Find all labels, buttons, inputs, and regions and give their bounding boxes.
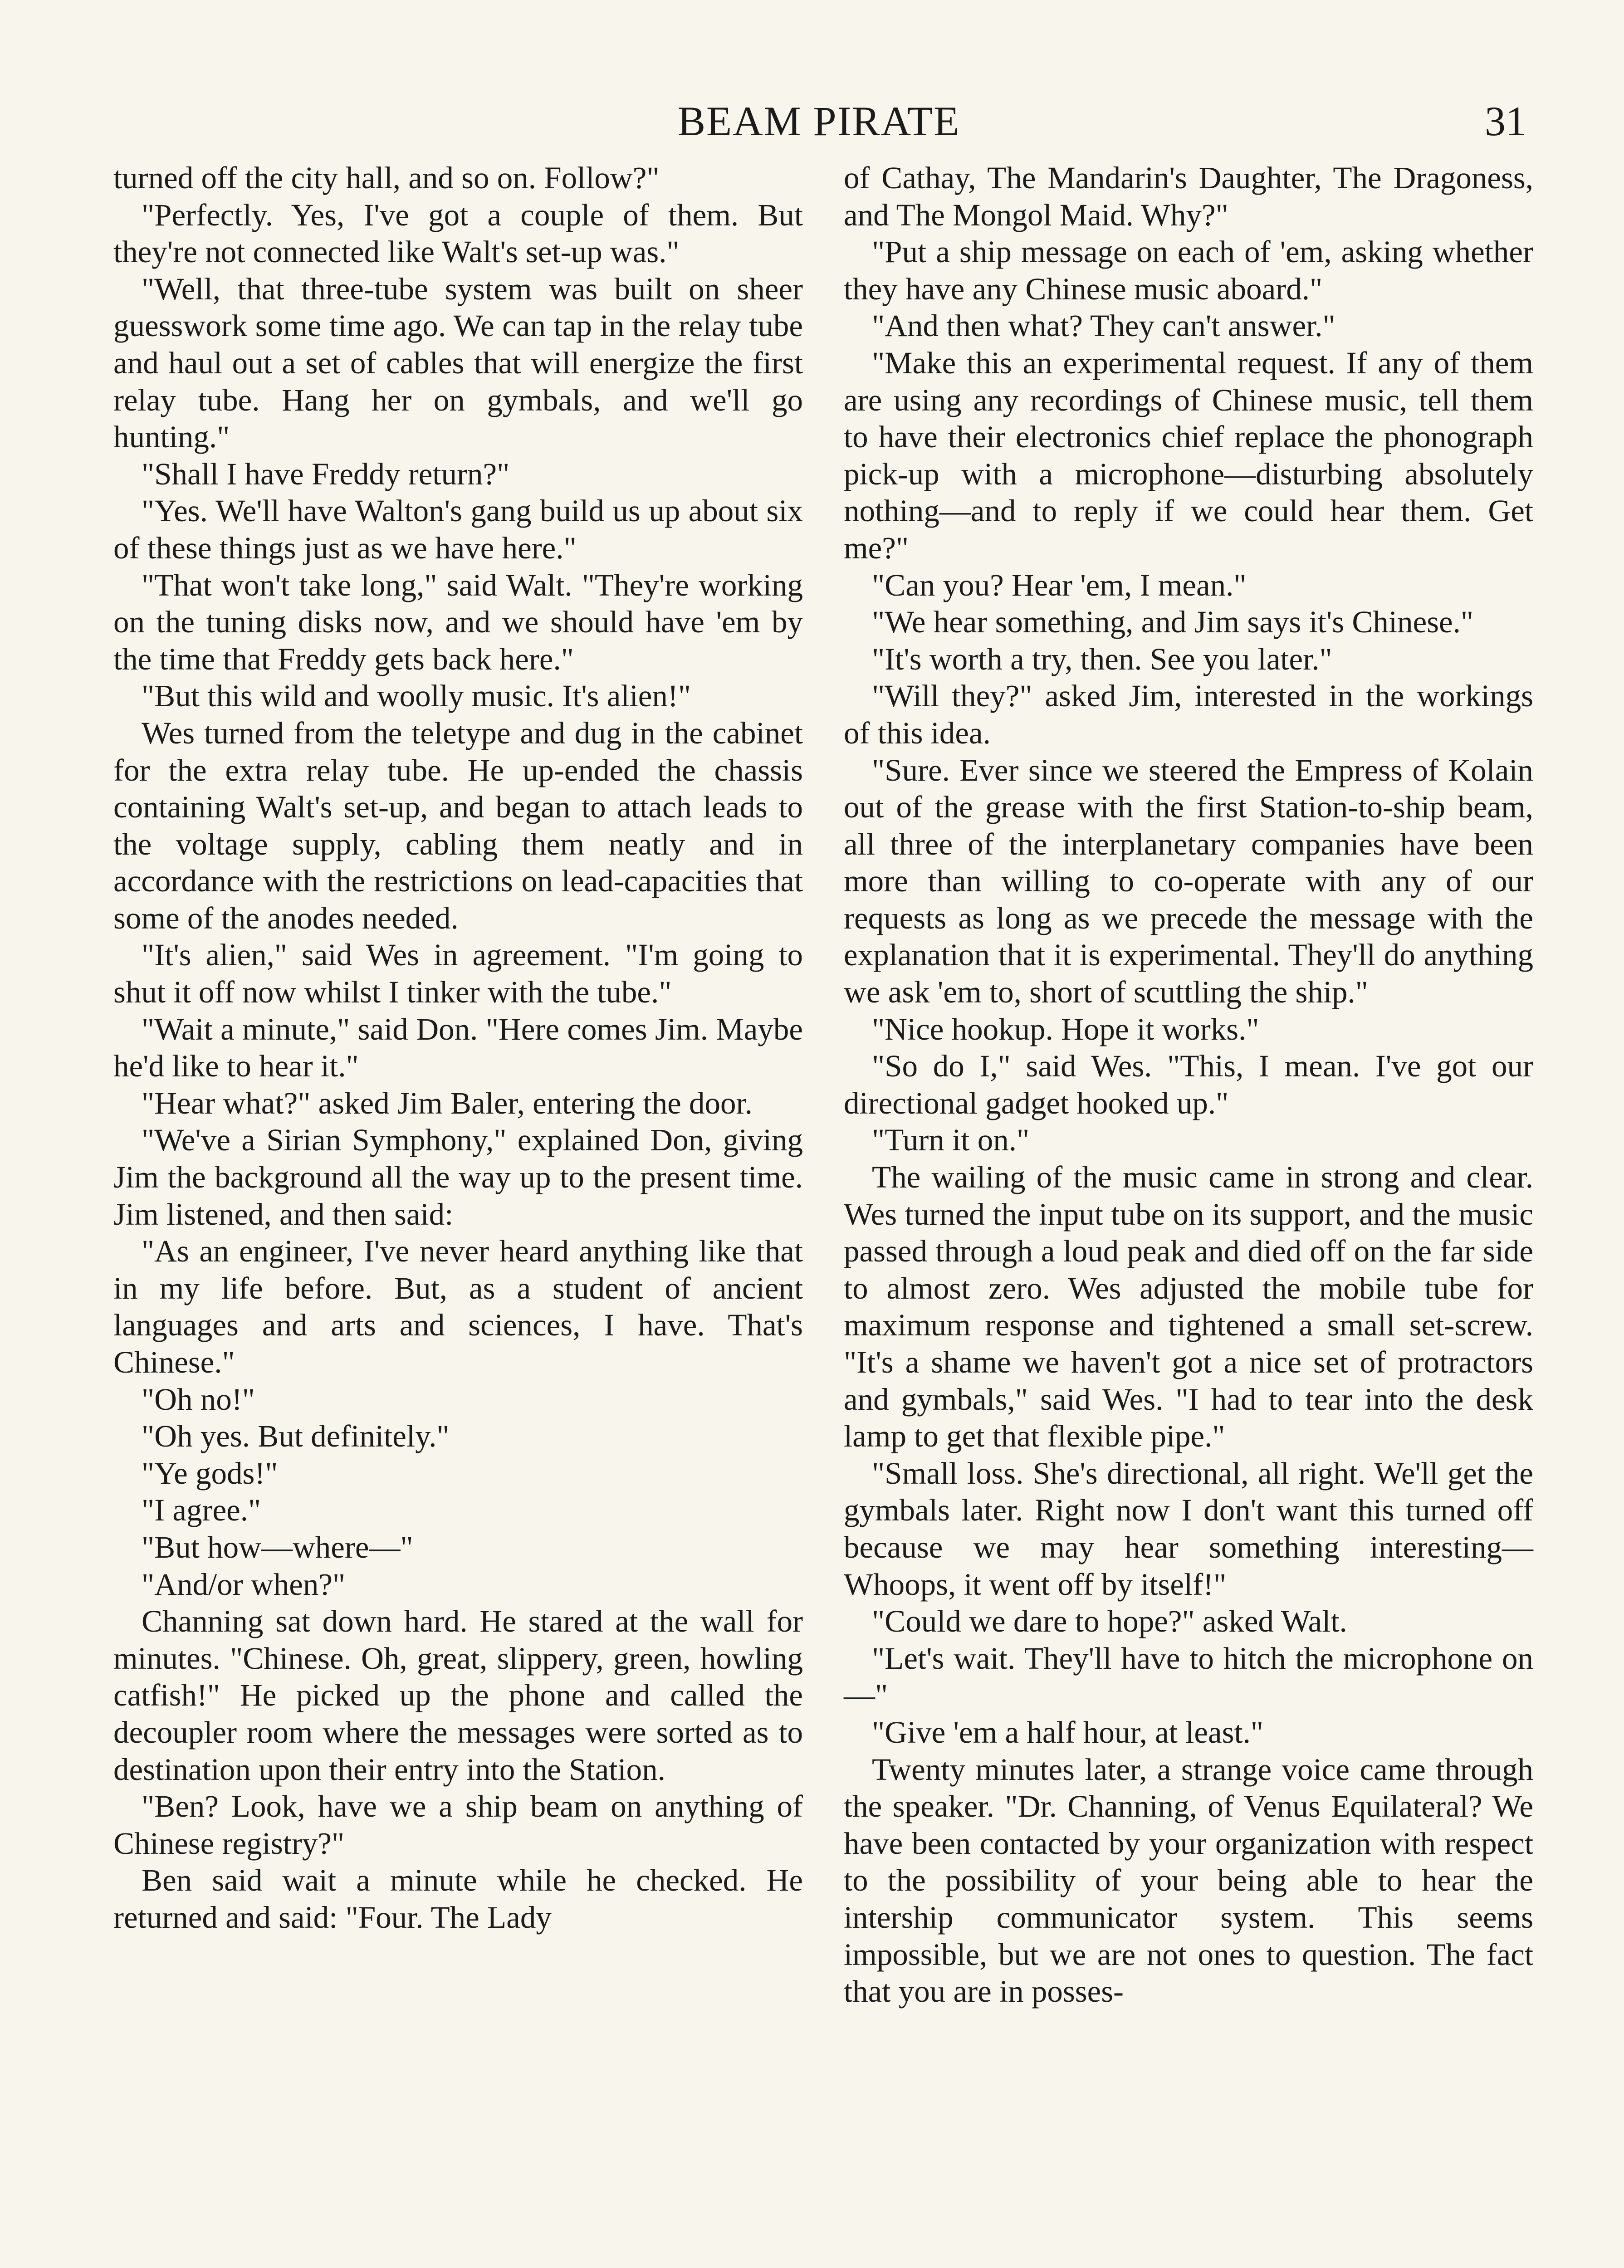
paragraph: "Will they?" asked Jim, interested in the workings of this idea. bbox=[844, 679, 1533, 750]
paragraph: "Small loss. She's directional, all right. We'll get the gymbals later. Right now I don't want this turned off because we may hear something interesting— Whoops, it went off by itself!" bbox=[844, 1456, 1533, 1602]
paragraph: "So do I," said Wes. "This, I mean. I've got our directional gadget hooked up." bbox=[844, 1049, 1533, 1120]
paragraph: "I agree." bbox=[142, 1493, 261, 1528]
paragraph: "Hear what?" asked Jim Baler, entering the door. bbox=[142, 1085, 753, 1120]
paragraph: Wes turned from the teletype and dug in the cabinet for the extra relay tube. He up-ended the chassis containing Walt's set-up, and began to attach leads to the voltage supply, cabling them neatly and in accordance with the restrictions on lead-capacities that some of the anodes needed. bbox=[113, 715, 803, 935]
paragraph: "Make this an experimental request. If any of them are using any recordings of Chinese music, tell them to have their electronics chief replace the phonograph pick-up with a microphone—disturbing absolutely nothing—and to reply if we could hear them. Get me?" bbox=[844, 345, 1533, 565]
running-header bbox=[107, 96, 1531, 146]
paragraph: "As an engineer, I've never heard anything like that in my life before. But, as a student of ancient languages and arts and sciences, I have. That's Chinese." bbox=[113, 1234, 803, 1379]
paragraph: "Let's wait. They'll have to hitch the microphone on—" bbox=[844, 1641, 1533, 1713]
paragraph: "Ben? Look, have we a ship beam on anything of Chinese registry?" bbox=[113, 1789, 803, 1861]
paragraph: "But this wild and woolly music. It's alien!" bbox=[142, 679, 691, 714]
paragraph: "It's worth a try, then. See you later." bbox=[872, 641, 1332, 676]
paragraph: "Nice hookup. Hope it works." bbox=[872, 1012, 1259, 1046]
paragraph: "And/or when?" bbox=[142, 1567, 346, 1602]
paragraph: "We've a Sirian Symphony," explained Don, giving Jim the background all the way up to the present time. Jim listened, and then said: bbox=[113, 1123, 803, 1232]
paragraph: "Shall I have Freddy return?" bbox=[142, 456, 510, 491]
paragraph: "Put a ship message on each of 'em, asking whether they have any Chinese music aboard." bbox=[844, 235, 1533, 306]
paragraph: "Turn it on." bbox=[872, 1123, 1030, 1158]
paragraph: "Sure. Ever since we steered the Empress of Kolain out of the grease with the first Station-to-ship beam, all three of the interplanetary companies have been more than willing to co-operate with any of our requests as long as we precede the message with the explanation that it is experimental. They'll do anything we ask 'em to, short of scuttling the ship." bbox=[844, 753, 1533, 1010]
paragraph: Channing sat down hard. He stared at the wall for minutes. "Chinese. Oh, great, slippery, green, howling catfish!" He picked up the phone and called the decoupler room where the messages were sorted as to destination upon their entry into the Station. bbox=[113, 1604, 803, 1787]
text-column-right bbox=[844, 160, 1533, 2010]
paragraph: The wailing of the music came in strong and clear. Wes turned the input tube on its support, and the music passed through a loud peak and died off on the far side to almost zero. Wes adjusted the mobile tube for maximum response and tightened a small set-screw. "It's a shame we haven't got a nice set of protractors and gymbals," said Wes. "I had to tear into the desk lamp to get that flexible pipe." bbox=[844, 1160, 1533, 1454]
paragraph: "That won't take long," said Walt. "They're working on the tuning disks now, and we should have 'em by the time that Freddy gets back here." bbox=[113, 567, 803, 676]
paragraph: "But how—where—" bbox=[142, 1530, 413, 1564]
paragraph: "Ye gods!" bbox=[142, 1456, 278, 1491]
page-number: 31 bbox=[1485, 98, 1526, 144]
running-title: BEAM PIRATE bbox=[677, 98, 960, 144]
paragraph: "Perfectly. Yes, I've got a couple of them. But they're not connected like Walt's set-up was." bbox=[113, 197, 803, 269]
paragraph: "Well, that three-tube system was built on sheer guesswork some time ago. We can tap in the relay tube and haul out a set of cables that will energize the first relay tube. Hang her on gymbals, and we'll go hunting." bbox=[113, 271, 803, 455]
paragraph: "It's alien," said Wes in agreement. "I'm going to shut it off now whilst I tinker with the tube." bbox=[113, 938, 803, 1010]
paragraph: "Oh no!" bbox=[142, 1382, 255, 1417]
paragraph: "Give 'em a half hour, at least." bbox=[872, 1715, 1264, 1750]
paragraph: "Can you? Hear 'em, I mean." bbox=[872, 567, 1247, 602]
paragraph: "Oh yes. But definitely." bbox=[142, 1419, 450, 1454]
paragraph: "We hear something, and Jim says it's Chinese." bbox=[872, 605, 1474, 640]
paragraph: "Yes. We'll have Walton's gang build us up about six of these things just as we have here." bbox=[113, 494, 803, 565]
paragraph: of Cathay, The Mandarin's Daughter, The Dragoness, and The Mongol Maid. Why?" bbox=[844, 161, 1533, 232]
paragraph: Twenty minutes later, a strange voice came through the speaker. "Dr. Channing, of Venus Equilateral? We have been contacted by your organization with respect to the possibility of your being able to hear the intership communicator system. This seems impossible, but we are not ones to question. The fact that you are in posses- bbox=[844, 1752, 1533, 2009]
paragraph: "And then what? They can't answer." bbox=[872, 308, 1335, 343]
paragraph: turned off the city hall, and so on. Follow?" bbox=[113, 161, 660, 195]
paragraph: "Could we dare to hope?" asked Walt. bbox=[872, 1604, 1347, 1639]
paragraph: "Wait a minute," said Don. "Here comes Jim. Maybe he'd like to hear it." bbox=[113, 1012, 803, 1084]
text-column-left bbox=[113, 160, 803, 1936]
paragraph: Ben said wait a minute while he checked. He returned and said: "Four. The Lady bbox=[113, 1863, 803, 1935]
